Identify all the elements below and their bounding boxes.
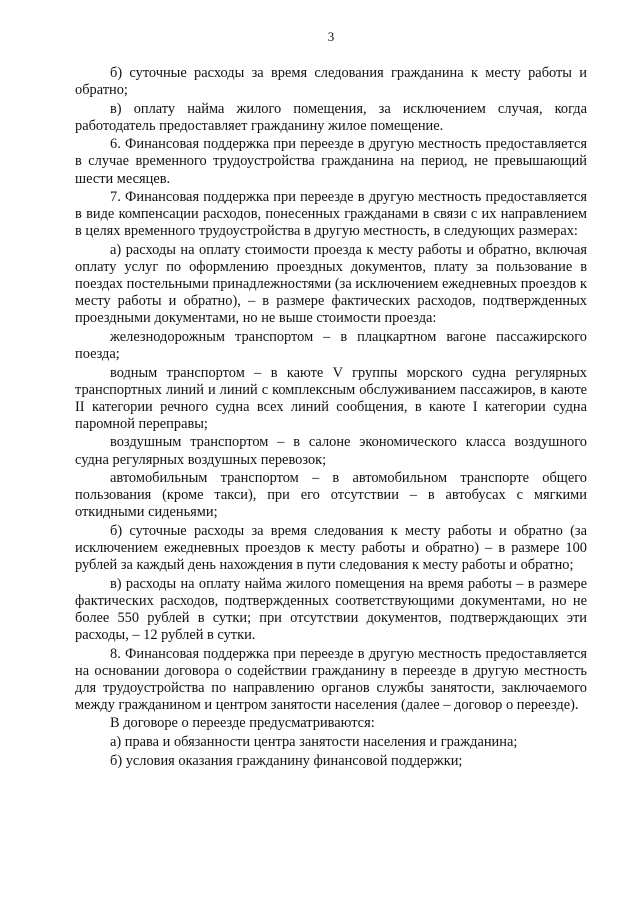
- paragraph: а) права и обязанности центра занятости населения и гражданина;: [110, 734, 518, 751]
- paragraph: 6. Финансовая поддержка при переезде в другую местность предоставляется в случае временного трудоустройства гражданина на период, не превышающий шести месяцев.: [75, 136, 587, 187]
- paragraph: 8. Финансовая поддержка при переезде в другую местность предоставляется на основании договора о содействии гражданину в переезде в другую местность для трудоустройства по направлению органов службы занятости, заключаемого между гражданином и центром занятости населения (далее – договор о переезде).: [75, 645, 587, 713]
- paragraph: б) условия оказания гражданину финансовой поддержки;: [110, 752, 463, 769]
- paragraph: в) оплату найма жилого помещения, за исключением случая, когда работодатель предоставляет гражданину жилое помещение.: [75, 100, 587, 134]
- paragraph: б) суточные расходы за время следования гражданина к месту работы и обратно;: [75, 65, 587, 99]
- paragraph: в) расходы на оплату найма жилого помещения на время работы – в размере фактических расходов, подтвержденных соответствующими документами, но не более 550 рублей в сутки; при отсутствии документов, подтверждающих эти расходы, – 12 рублей в сутки.: [75, 575, 587, 643]
- paragraph: б) суточные расходы за время следования к месту работы и обратно (за исключением ежедневных проездов к месту работы и обратно) – в размере 100 рублей за каждый день нахождения в пути следования к месту работы и обратно;: [75, 522, 587, 574]
- paragraph: железнодорожным транспортом – в плацкартном вагоне пассажирского поезда;: [75, 328, 587, 362]
- page-number: 3: [327, 29, 335, 44]
- paragraph: 7. Финансовая поддержка при переезде в другую местность предоставляется в виде компенсации расходов, понесенных гражданами в связи с их направлением в целях временного трудоустройства в другую местность, в следующих размерах:: [75, 189, 587, 240]
- paragraph: а) расходы на оплату стоимости проезда к месту работы и обратно, включая оплату услуг по оформлению проездных документов, плату за пользование в поездах постельными принадлежностями (за исключением ежедневных проездов к месту работы и обратно), – в размере фактических расходов, подтвержденных проездными документами, но не выше стоимости проезда:: [75, 241, 587, 327]
- paragraph: воздушным транспортом – в салоне экономического класса воздушного судна регулярных воздушных перевозок;: [75, 434, 587, 468]
- paragraph: автомобильным транспортом – в автомобильном транспорте общего пользования (кроме такси), при его отсутствии – в автобусах с мягкими откидными сиденьями;: [75, 470, 587, 521]
- paragraph: В договоре о переезде предусматриваются:: [110, 715, 375, 732]
- paragraph: водным транспортом – в каюте V группы морского судна регулярных транспортных линий и линий с комплексным обслуживанием пассажиров, в каюте II категории речного судна всех линий сообщения, в каюте I категории судна паромной переправы;: [75, 364, 587, 432]
